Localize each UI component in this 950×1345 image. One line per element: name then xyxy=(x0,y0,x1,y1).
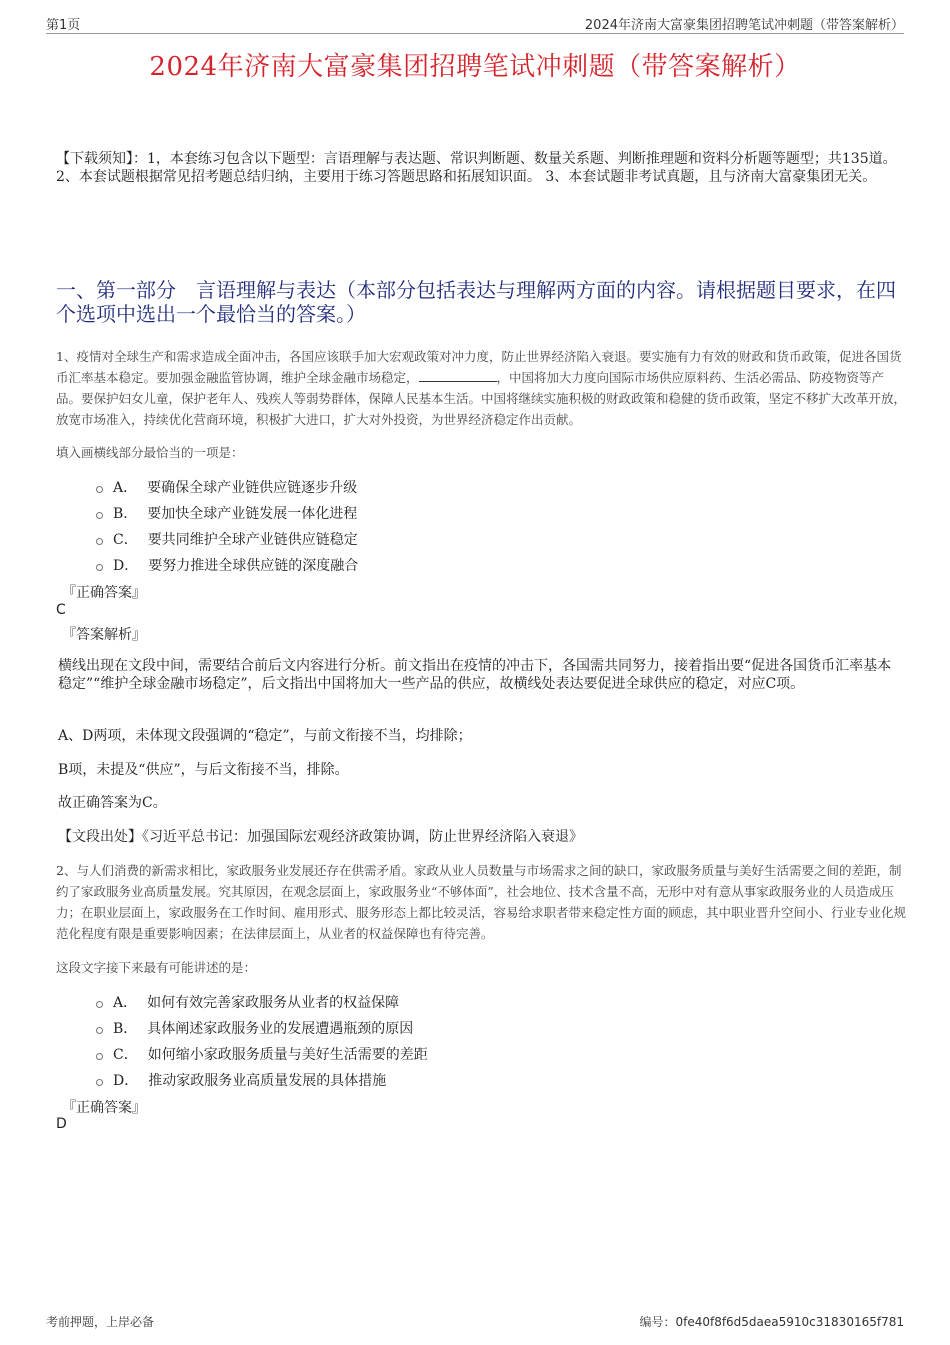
radio-icon[interactable] xyxy=(96,1079,103,1086)
q1-analysis-paragraph: 横线出现在文段中间，需要结合前后文内容进行分析。前文指出在疫情的冲击下，各国需共同努力，接着指出要“促进各国货币汇率基本稳定”“维护全球金融市场稳定”，后文指出中国将加大一些产品的供应，故横线处表达要促进全球供应的稳定，对应C项。 xyxy=(58,658,892,692)
question-1-text-before: 1、疫情对全球生产和需求造成全面冲击，各国应该联手加大宏观政策对冲力度，防止世界经济陷入衰退。要实施有力有效的财政和货币政策，促进各国货币汇率基本稳定。要加强金融监管协调，维护全球金融市场稳定， xyxy=(56,349,902,385)
radio-icon[interactable] xyxy=(96,538,103,545)
header-divider xyxy=(46,33,904,34)
page-title: 2024年济南大富豪集团招聘笔试冲刺题（带答案解析） xyxy=(149,52,801,82)
option-letter: B． xyxy=(113,506,138,522)
q2-option-d[interactable] xyxy=(96,1070,386,1090)
q2-option-c[interactable] xyxy=(96,1044,428,1064)
radio-icon[interactable] xyxy=(96,1027,103,1034)
option-letter: D． xyxy=(113,1073,139,1089)
running-header-title: 2024年济南大富豪集团招聘笔试冲刺题（带答案解析） xyxy=(584,18,904,33)
q1-source: 【文段出处】《习近平总书记：加强国际宏观经济政策协调，防止世界经济陷入衰退》 xyxy=(58,829,583,845)
option-text: 要加快全球产业链发展一体化进程 xyxy=(147,506,358,522)
option-letter: D． xyxy=(113,558,139,574)
radio-icon[interactable] xyxy=(96,486,103,493)
option-letter: A． xyxy=(113,480,138,496)
question-2-text: 2、与人们消费的新需求相比，家政服务业发展还存在供需矛盾。家政从业人员数量与市场需求之间的缺口，家政服务质量与美好生活需要之间的差距，制约了家政服务业高质量发展。究其原因，在观念层面上，家政服务业“不够体面”，社会地位、技术含量不高，无形中对有意从事家政服务业的人员造成压力；在职业层面上，家政服务在工作时间、雇用形式、服务形态上都比较灵活，容易给求职者带来稳定性方面的顾虑，其中职业晋升空间小、行业专业化规范化程度有限是重要影响因素；在法律层面上，从业者的权益保障也有待完善。 xyxy=(56,863,907,941)
option-letter: B． xyxy=(113,1021,138,1037)
q1-analysis-paragraph: B项，未提及“供应”，与后文衔接不当，排除。 xyxy=(58,762,349,778)
footer-slogan: 考前押题，上岸必备 xyxy=(46,1315,155,1329)
question-1-prompt: 填入画横线部分最恰当的一项是： xyxy=(56,445,244,460)
option-text: 推动家政服务业高质量发展的具体措施 xyxy=(148,1073,387,1089)
q2-answer: D xyxy=(56,1116,67,1132)
fill-blank xyxy=(419,370,497,382)
q2-option-a[interactable] xyxy=(96,992,399,1012)
q1-answer: C xyxy=(56,602,66,618)
option-text: 要共同维护全球产业链供应链稳定 xyxy=(147,532,358,548)
radio-icon[interactable] xyxy=(96,1001,103,1008)
question-1-text-after: ，中国将加大力度向国际市场供应原料药、生活必需品、防疫物资等产品。要保护妇女儿童，保护老年人、残疾人等弱势群体，保障人民基本生活。中国将继续实施积极的财政政策和稳健的货币政策，坚定不移扩大改革开放，放宽市场准入，持续优化营商环境，积极扩大进口，扩大对外投资，为世界经济稳定作出贡献。 xyxy=(56,370,907,427)
section-title: 一、第一部分 言语理解与表达（本部分包括表达与理解两方面的内容。请根据题目要求，在四个选项中选出一个最恰当的答案。） xyxy=(56,278,896,326)
q2-answer-label: 『正确答案』 xyxy=(62,1100,146,1116)
option-text: 要确保全球产业链供应链逐步升级 xyxy=(147,480,358,496)
q1-answer-label: 『正确答案』 xyxy=(62,585,146,601)
q1-option-a[interactable] xyxy=(96,477,357,497)
q1-option-c[interactable] xyxy=(96,529,358,549)
q1-analysis-label: 『答案解析』 xyxy=(62,627,146,643)
page-number: 第1页 xyxy=(46,18,81,33)
q1-analysis-paragraph: A、D两项，未体现文段强调的“稳定”，与前文衔接不当，均排除； xyxy=(58,728,472,744)
option-text: 具体阐述家政服务业的发展遭遇瓶颈的原因 xyxy=(147,1021,414,1037)
q2-option-b[interactable] xyxy=(96,1018,413,1038)
question-1-text xyxy=(56,346,906,430)
q1-option-b[interactable] xyxy=(96,503,357,523)
option-text: 如何缩小家政服务质量与美好生活需要的差距 xyxy=(147,1047,428,1063)
download-notice: 【下载须知】：1，本套练习包含以下题型：言语理解与表达题、常识判断题、数量关系题、判断推理题和资料分析题等题型；共135道。 2、本套试题根据常见招考题总结归纳，主要用于练习答题思路和拓展知识面。 3、本套试题非考试真题，且与济南大富豪集团无关。 xyxy=(56,151,897,185)
option-text: 如何有效完善家政服务从业者的权益保障 xyxy=(147,995,400,1011)
radio-icon[interactable] xyxy=(96,564,103,571)
option-text: 要努力推进全球供应链的深度融合 xyxy=(148,558,359,574)
q1-option-d[interactable] xyxy=(96,555,358,575)
option-letter: C． xyxy=(113,532,138,548)
radio-icon[interactable] xyxy=(96,1053,103,1060)
option-letter: A． xyxy=(113,995,138,1011)
question-2-prompt: 这段文字接下来最有可能讲述的是： xyxy=(56,960,257,975)
footer-doc-id: 编号：0fe40f8f6d5daea5910c31830165f781 xyxy=(639,1315,904,1329)
option-letter: C． xyxy=(113,1047,138,1063)
radio-icon[interactable] xyxy=(96,512,103,519)
q1-analysis-paragraph: 故正确答案为C。 xyxy=(58,795,167,811)
